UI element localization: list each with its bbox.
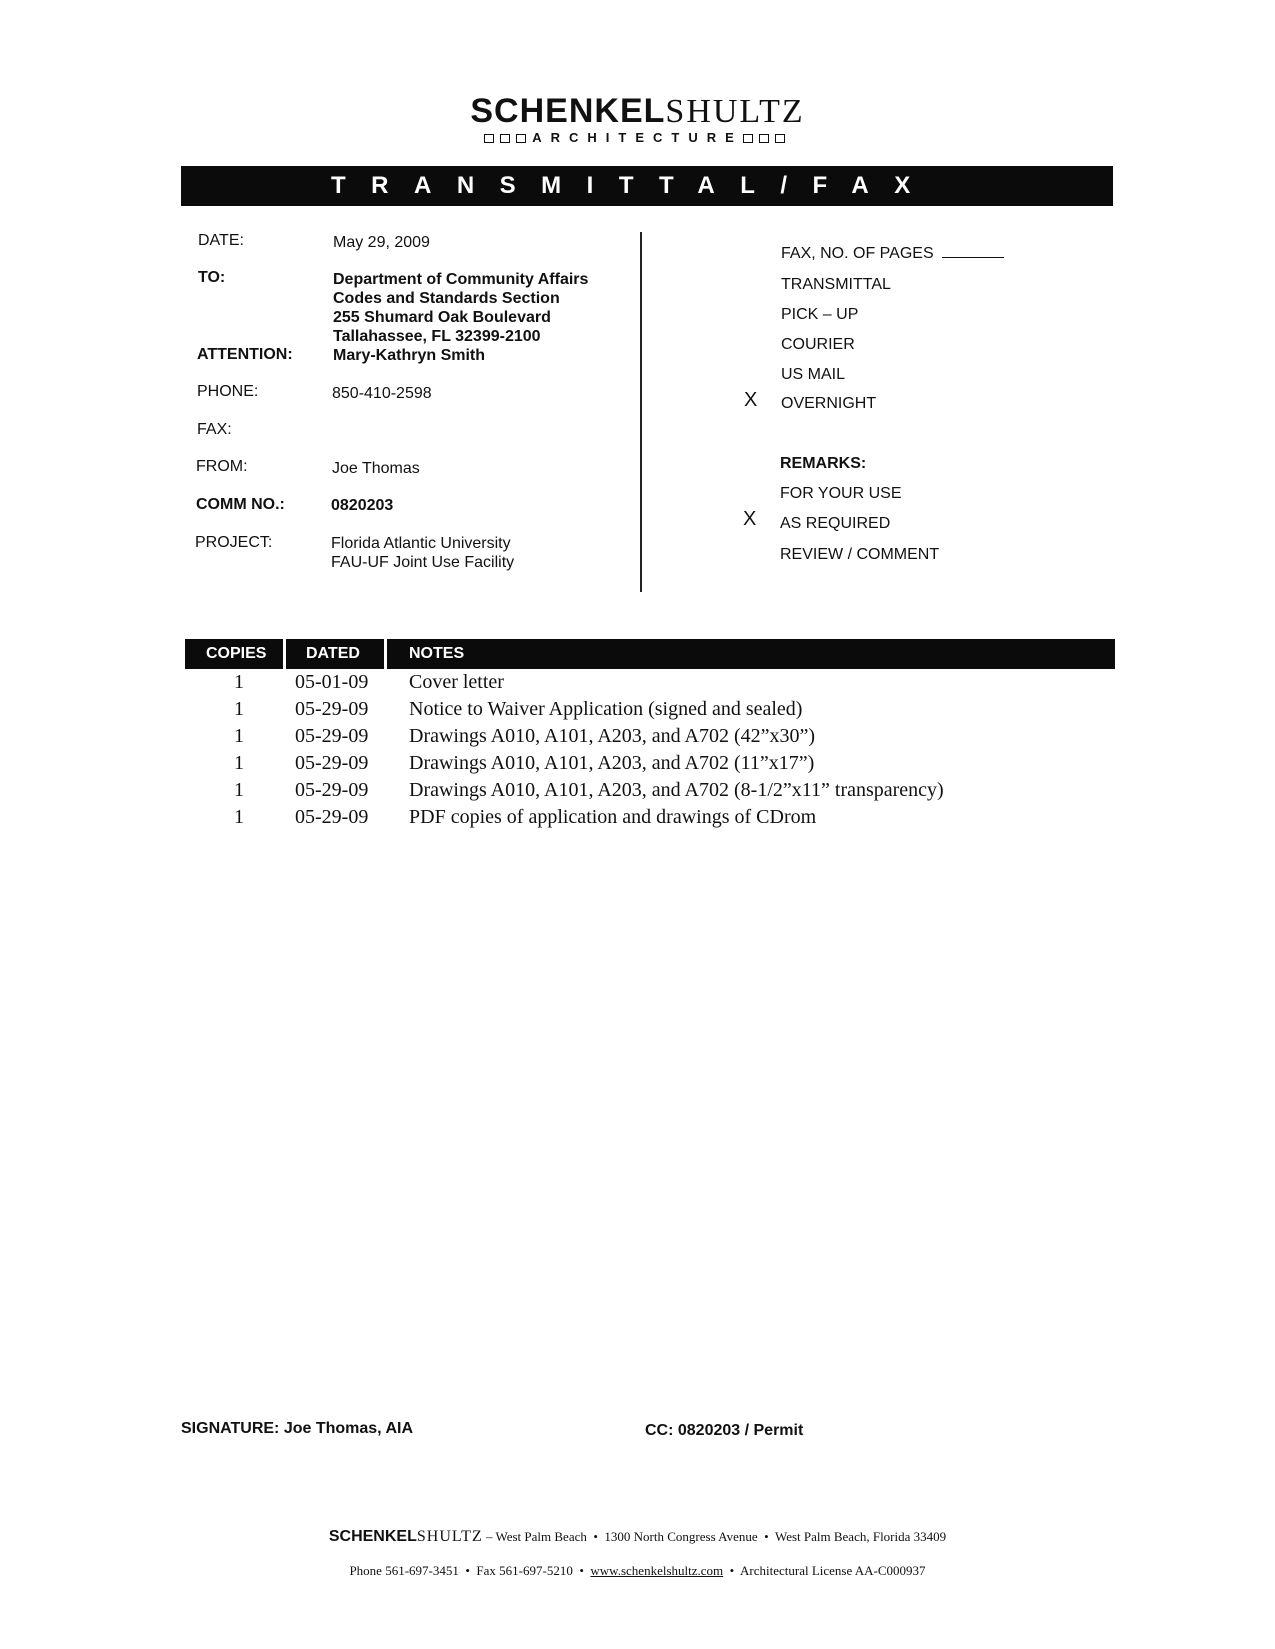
as-required-check-mark: X [743,508,757,530]
cc-line: CC: 0820203 / Permit [645,1422,804,1439]
footer-city: – West Palm Beach [485,1529,587,1544]
comm-no-value: 0820203 [331,497,394,514]
row-copies: 1 [234,725,244,747]
delivery-option-fax [781,244,1004,263]
logo-square-icon [516,134,526,143]
table-row [0,669,1275,696]
date-label: DATE: [198,232,244,249]
footer-license: Architectural License AA-C000937 [740,1563,926,1578]
logo-square-icon [759,134,769,143]
row-notes: Drawings A010, A101, A203, and A702 (42”x30”) [409,725,816,747]
footer-brand [329,1528,483,1545]
header-dated: DATED [306,645,360,662]
remark-for-your-use: FOR YOUR USE [780,485,902,502]
logo-subtitle: ARCHITECTURE [532,130,743,145]
fax-label: FAX: [197,421,232,438]
footer-website-link[interactable]: www.schenkelshultz.com [590,1563,724,1578]
project-line: FAU-UF Joint Use Facility [331,554,515,571]
logo-square-icon [484,134,494,143]
project-line: Florida Atlantic University [331,535,511,552]
pages-blank-line [942,257,1004,258]
comm-no-label: COMM NO.: [196,496,285,513]
row-notes: PDF copies of application and drawings of CDrom [409,806,817,828]
header-notes: NOTES [409,645,465,662]
remarks-heading: REMARKS: [780,455,867,472]
project-label: PROJECT: [195,534,273,551]
delivery-option-usmail: US MAIL [781,366,846,383]
footer-fax: Fax 561-697-5210 [476,1563,573,1578]
delivery-option-transmittal: TRANSMITTAL [781,276,891,293]
logo-square-icon [743,134,753,143]
to-line: 255 Shumard Oak Boulevard [333,309,551,326]
to-line: Tallahassee, FL 32399-2100 [333,328,541,345]
attention-label: ATTENTION: [197,346,293,363]
logo-name-bold: SCHENKEL [470,92,666,130]
attention-value: Mary-Kathryn Smith [333,347,486,364]
footer-city-state: West Palm Beach, Florida 33409 [774,1529,947,1544]
header-separator [384,639,387,669]
table-row [0,723,1275,750]
row-copies: 1 [234,806,244,828]
row-copies: 1 [234,752,244,774]
row-copies: 1 [234,779,244,801]
delivery-option-label: FAX, NO. OF PAGES [781,245,934,262]
footer-brand-bold: SCHENKEL [328,1528,417,1545]
delivery-option-pickup: PICK – UP [781,306,859,323]
signature-line: SIGNATURE: Joe Thomas, AIA [181,1420,414,1437]
column-divider [640,232,642,592]
header-separator [283,639,286,669]
date-value: May 29, 2009 [333,234,430,251]
row-dated: 05-01-09 [295,671,369,693]
to-label: TO: [198,269,226,286]
delivery-option-overnight: OVERNIGHT [781,395,877,412]
to-line: Department of Community Affairs [333,271,589,288]
overnight-check-mark: X [744,389,758,411]
logo-name-light: SHULTZ [665,93,805,130]
row-dated: 05-29-09 [295,725,369,747]
from-value: Joe Thomas [332,460,420,477]
title-bar [181,166,1113,206]
remark-review-comment: REVIEW / COMMENT [780,546,940,563]
table-row [0,750,1275,777]
row-dated: 05-29-09 [295,779,369,801]
table-row [0,696,1275,723]
remark-as-required: AS REQUIRED [780,515,891,532]
table-header [185,639,1115,669]
logo-subtitle-row [0,130,1275,145]
row-notes: Drawings A010, A101, A203, and A702 (8-1/2”x11” transparency) [409,779,944,801]
footer-contact-line: Phone 561-697-3451 • Fax 561-697-5210 • www.schenkelshultz.com • Architectural License AA-C000937 [349,1563,926,1578]
row-dated: 05-29-09 [295,806,369,828]
table-row [0,777,1275,804]
row-copies: 1 [234,671,244,693]
from-label: FROM: [196,458,248,475]
phone-label: PHONE: [197,383,259,400]
row-copies: 1 [234,698,244,720]
footer-address-line: SCHENKELSHULTZ – West Palm Beach • 1300 North Congress Avenue • West Palm Beach, Florida 33409 [328,1528,947,1545]
table-row [0,804,1275,831]
row-dated: 05-29-09 [295,752,369,774]
logo-wordmark [0,94,1275,129]
delivery-option-courier: COURIER [781,336,855,353]
header-copies: COPIES [206,645,267,662]
row-dated: 05-29-09 [295,698,369,720]
logo-square-icon [500,134,510,143]
footer-phone: Phone 561-697-3451 [349,1563,459,1578]
phone-value: 850-410-2598 [332,385,432,402]
page-title: TRANSMITTAL/FAX [331,172,936,199]
logo-square-icon [775,134,785,143]
footer-brand-light: SHULTZ [416,1528,483,1545]
row-notes: Cover letter [409,671,504,693]
company-logo [0,94,1275,145]
row-notes: Notice to Waiver Application (signed and sealed) [409,698,803,720]
row-notes: Drawings A010, A101, A203, and A702 (11”x17”) [409,752,815,774]
footer-address: 1300 North Congress Avenue [604,1529,758,1544]
to-line: Codes and Standards Section [333,290,560,307]
